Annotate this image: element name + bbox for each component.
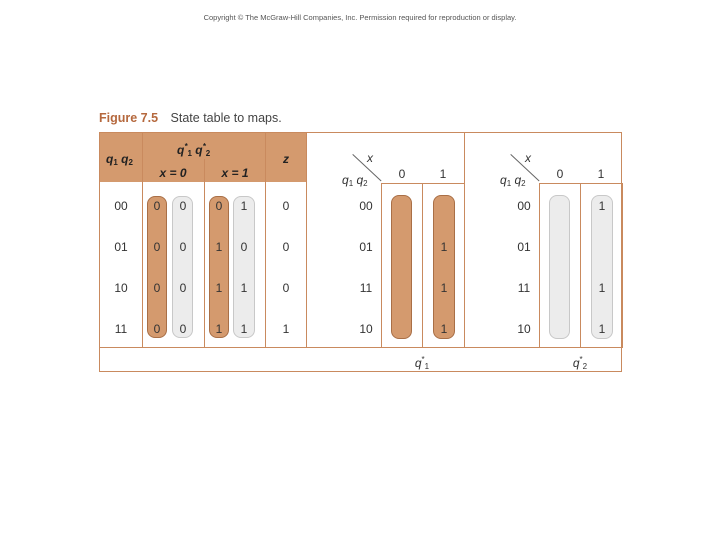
- map-border: [464, 133, 465, 347]
- map-cell: 1: [440, 281, 448, 295]
- cell: 0: [153, 199, 161, 213]
- present-state-header: $q_1$ $q_2$: [106, 152, 133, 167]
- state-label: 01: [114, 240, 128, 254]
- q2-x1-highlight: [233, 196, 255, 338]
- cell: 1: [215, 240, 223, 254]
- copyright-notice: Copyright © The McGraw-Hill Companies, Inc. Permission required for reproduction or display.: [203, 13, 517, 22]
- state-label: 00: [114, 199, 128, 213]
- map-caption-q1: $q^*_1$: [414, 355, 430, 371]
- cell: 1: [282, 322, 290, 336]
- map-row-label: 01: [517, 240, 531, 254]
- cell: 0: [179, 199, 187, 213]
- map-border: [381, 183, 382, 347]
- map-border: [580, 183, 581, 347]
- q1-x0-highlight: [147, 196, 167, 338]
- next-state-header: $q^*_1$ $q^*_2$: [177, 142, 211, 158]
- cell: 0: [240, 240, 248, 254]
- map2-col1-highlight: [591, 195, 613, 339]
- map-cell: 1: [598, 281, 606, 295]
- map-border: [422, 183, 423, 347]
- output-z-header: z: [283, 152, 289, 166]
- cell: 0: [215, 199, 223, 213]
- map-row-label: 10: [517, 322, 531, 336]
- map-row-label: 11: [517, 281, 531, 295]
- map-col-label: 0: [556, 167, 564, 181]
- table-divider: [204, 159, 205, 348]
- cell: 0: [179, 240, 187, 254]
- map-row-vars: $q_1$ $q_2$: [342, 173, 368, 188]
- table-divider: [306, 133, 307, 348]
- map-border: [622, 183, 623, 347]
- x1-column-header: x = 1: [221, 166, 249, 180]
- figure-caption: [99, 111, 282, 125]
- map-row-label: 00: [359, 199, 373, 213]
- map-col-label: 1: [597, 167, 605, 181]
- cell: 1: [240, 322, 248, 336]
- map-col-var: x: [367, 151, 373, 165]
- map-row-label: 11: [359, 281, 373, 295]
- cell: 0: [179, 322, 187, 336]
- map-col-var: x: [525, 151, 531, 165]
- map-cell: 1: [440, 240, 448, 254]
- map-cell: 1: [440, 322, 448, 336]
- table-divider: [265, 133, 266, 348]
- state-label: 10: [114, 281, 128, 295]
- map-col-label: 0: [398, 167, 406, 181]
- map-row-label: 00: [517, 199, 531, 213]
- cell: 0: [153, 240, 161, 254]
- q1-x1-highlight: [209, 196, 229, 338]
- map-cell: 1: [598, 199, 606, 213]
- q2-x0-highlight: [172, 196, 193, 338]
- cell: 0: [282, 240, 290, 254]
- table-divider: [142, 133, 143, 348]
- map1-col0-highlight: [391, 195, 412, 339]
- map2-col0-highlight: [549, 195, 570, 339]
- map-caption-q2: $q^*_2$: [572, 355, 588, 371]
- figure-divider: [100, 347, 623, 348]
- map-border: [539, 183, 540, 347]
- figure-panel: [99, 132, 622, 372]
- cell: 0: [282, 281, 290, 295]
- cell: 0: [179, 281, 187, 295]
- map-row-label: 01: [359, 240, 373, 254]
- map1-col1-highlight: [433, 195, 455, 339]
- cell: 0: [153, 281, 161, 295]
- cell: 1: [215, 281, 223, 295]
- cell: 1: [240, 199, 248, 213]
- cell: 0: [282, 199, 290, 213]
- cell: 1: [240, 281, 248, 295]
- map-cell: 1: [598, 322, 606, 336]
- figure-title: State table to maps.: [170, 111, 282, 125]
- map-border: [381, 183, 465, 184]
- state-label: 11: [114, 322, 128, 336]
- x0-column-header: x = 0: [159, 166, 187, 180]
- map-col-label: 1: [439, 167, 447, 181]
- cell: 0: [153, 322, 161, 336]
- map-row-vars: $q_1$ $q_2$: [500, 173, 526, 188]
- map-border: [539, 183, 623, 184]
- figure-label: Figure 7.5: [99, 111, 159, 125]
- map-row-label: 10: [359, 322, 373, 336]
- cell: 1: [215, 322, 223, 336]
